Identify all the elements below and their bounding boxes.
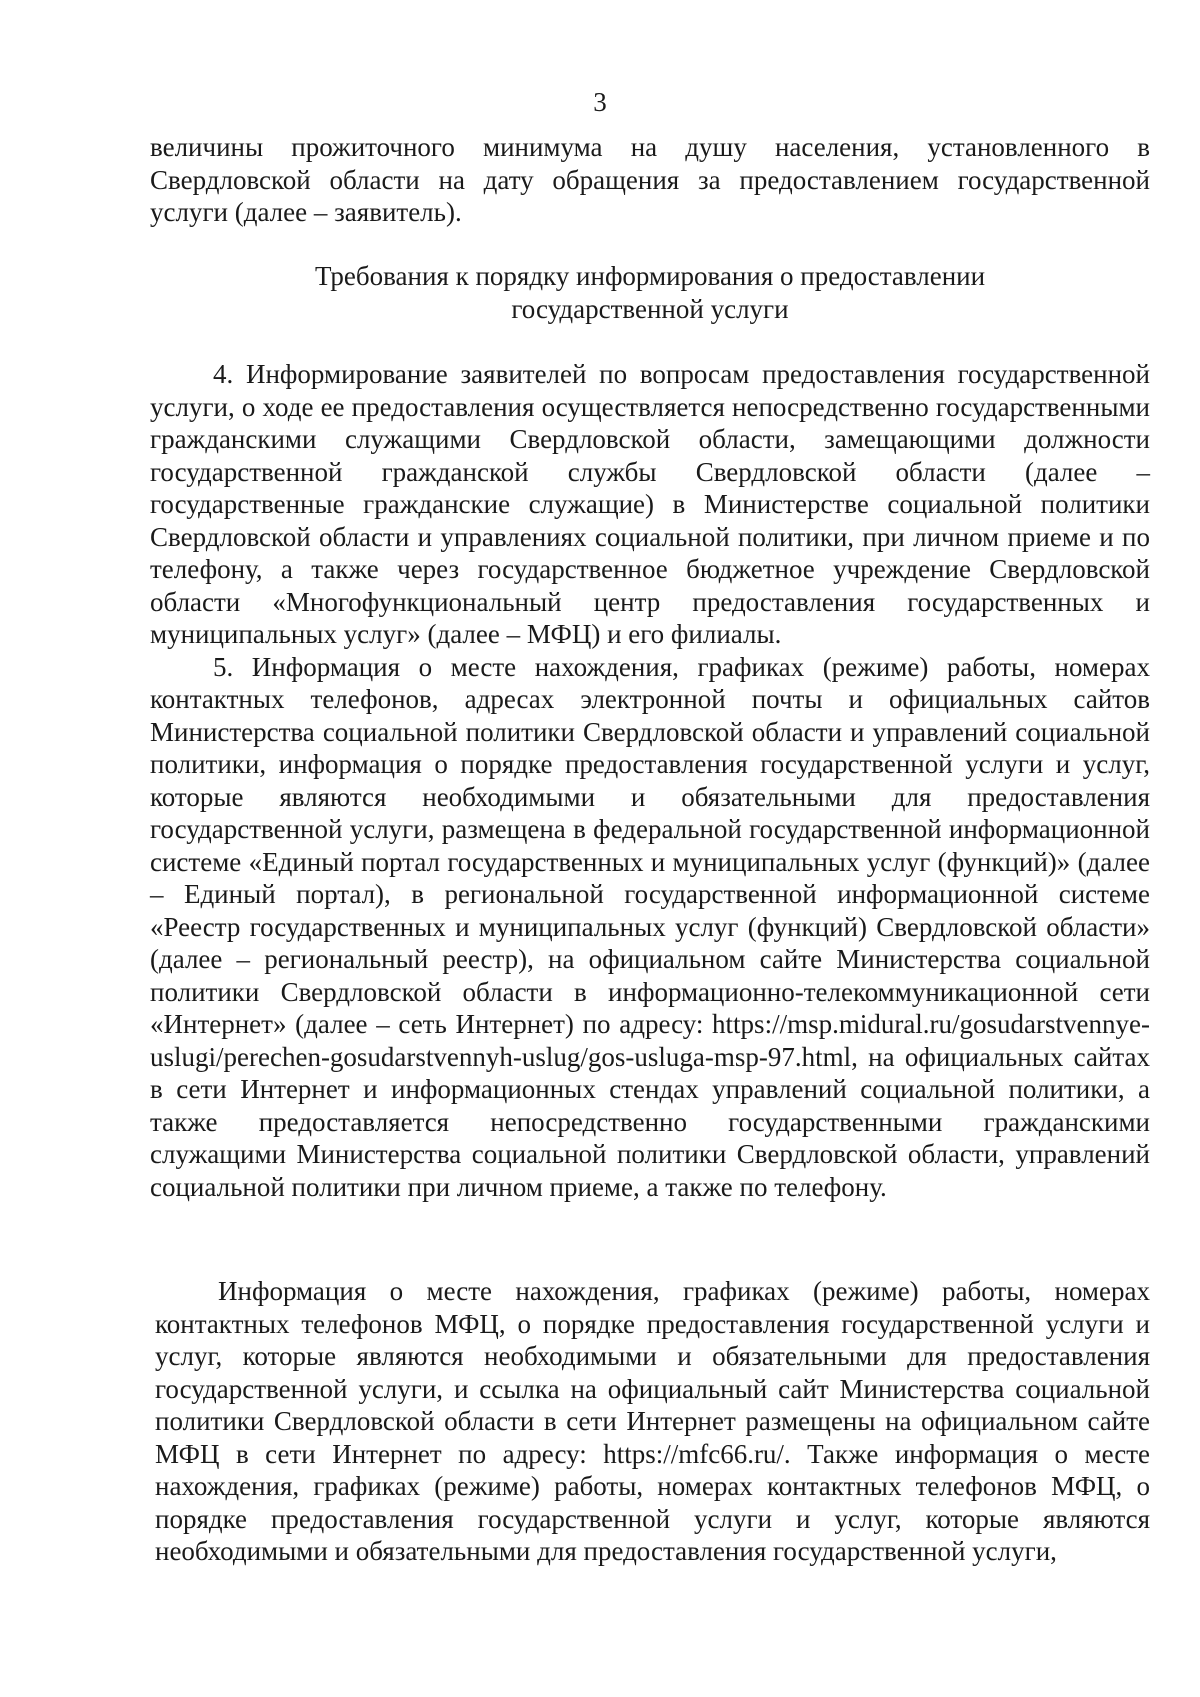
numbered-paragraphs [150,358,1150,1203]
final-block [155,1275,1150,1568]
section-heading-block [150,260,1150,325]
paragraph-5: 5. Информация о месте нахождения, графиках (режиме) работы, номерах контактных телефонов, адресах электронной почты и официальных сайтов Министерства социальной политики Свердловской области и управлений социальной политики, информация о порядке предоставления государственной услуги и услуг, которые являются необходимыми и обязательными для предоставления государственной услуги, размещена в федеральной государственной информационной системе «Единый портал государственных и муниципальных услуг (функций)» (далее – Единый портал), в региональной государственной информационной системе «Реестр государственных и муниципальных услуг (функций) Свердловской области» (далее – региональный реестр), на официальном сайте Министерства социальной политики Свердловской области в информационно-телекоммуникационной сети «Интернет» (далее – сеть Интернет) по адресу: https://msp.midural.ru/gosudarstvennye-uslugi/perechen-gosudarstvennyh-uslug/gos-usluga-msp-97.html, на официальных сайтах в сети Интернет и информационных стендах управлений социальной политики, а также предоставляется непосредственно государственными гражданскими служащими Министерства социальной политики Свердловской области, управлений социальной политики при личном приеме, а также по телефону. [150,651,1150,1202]
section-heading [150,260,1150,325]
page-number: 3 [593,87,607,117]
paragraph-mfc-info: Информация о месте нахождения, графиках (режиме) работы, номерах контактных телефонов МФЦ, о порядке предоставления государственной услуги и услуг, которые являются необходимыми и обязательными для предоставления государственной услуги, и ссылка на официальный сайт Министерства социальной политики Свердловской области в сети Интернет размещены на официальном сайте МФЦ в сети Интернет по адресу: https://mfc66.ru/. Также информация о месте нахождения, графиках (режиме) работы, номерах контактных телефонов МФЦ, о порядке предоставления государственной услуги и услуг, которые являются необходимыми и обязательными для предоставления государственной услуги, [155,1276,1150,1566]
section-heading-line-2: государственной услуги [511,293,789,324]
intro-paragraph: величины прожиточного минимума на душу населения, установленного в Свердловской области на дату обращения за предоставлением государственной услуги (далее – заявитель). [150,132,1150,227]
section-heading-line-1: Требования к порядку информирования о предоставлении [314,261,986,291]
paragraph-4: 4. Информирование заявителей по вопросам предоставления государственной услуги, о ходе ее предоставления осуществляется непосредственно государственными гражданскими служащими Свердловской области, замещающими должности государственной гражданской службы Свердловской области (далее – государственные гражданские служащие) в Министерстве социальной политики Свердловской области и управлениях социальной политики, при личном приеме и по телефону, а также через государственное бюджетное учреждение Свердловской области «Многофункциональный центр предоставления государственных и муниципальных услуг» (далее – МФЦ) и его филиалы. [150,359,1150,649]
intro-block [150,131,1150,229]
